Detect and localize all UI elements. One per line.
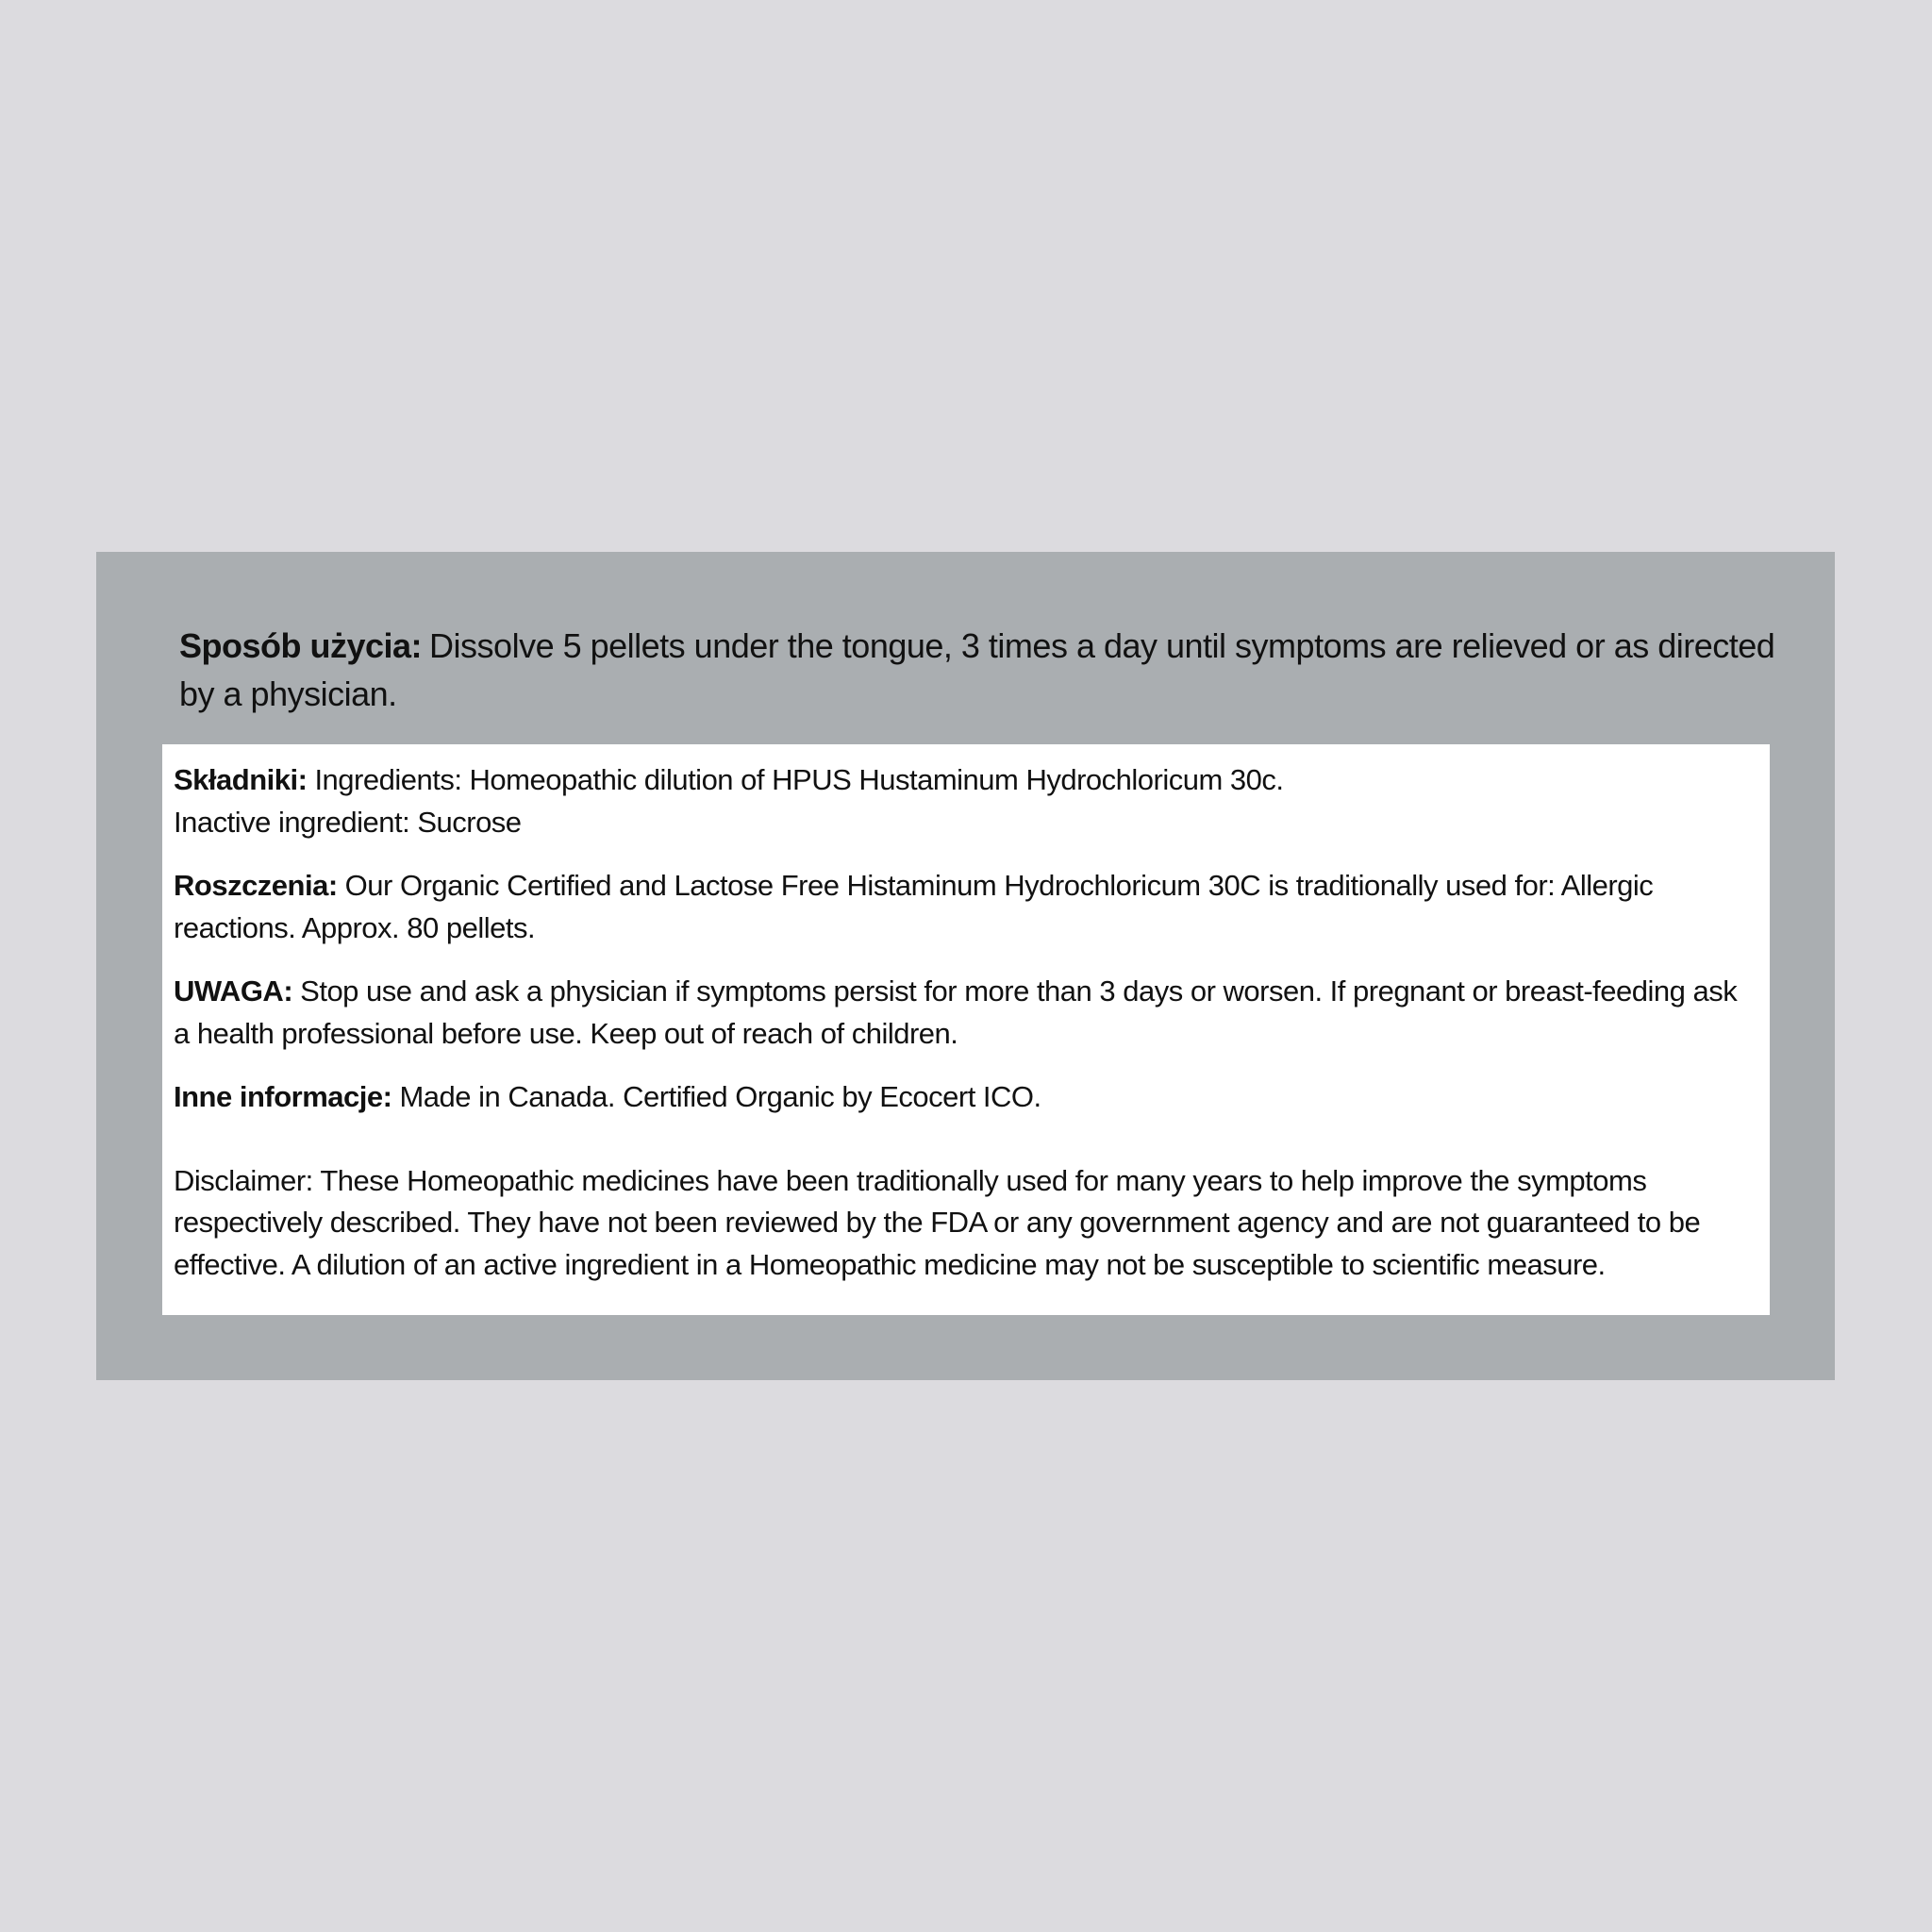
label-panel: [96, 552, 1835, 1380]
disclaimer-text: Disclaimer: These Homeopathic medicines have been traditionally used for many years to help improve the symptoms respectively described. They have not been reviewed by the FDA or any government agency and are not guaranteed to be effective. A dilution of an active ingredient in a Homeopathic medicine may not be susceptible to scientific measure.: [174, 1163, 1701, 1281]
ingredients-text: Ingredients: Homeopathic dilution of HPUS Hustaminum Hydrochloricum 30c.: [314, 763, 1284, 796]
other-info-label: Inne informacje:: [174, 1080, 392, 1113]
warning-text: Stop use and ask a physician if symptoms persist for more than 3 days or worsen. If pregnant or breast-feeding ask a health professional before use. Keep out of reach of children.: [174, 974, 1738, 1050]
warning-section: [174, 971, 1753, 1055]
ingredients-section: [174, 759, 1753, 843]
other-info-section: [174, 1076, 1753, 1119]
usage-text: Dissolve 5 pellets under the tongue, 3 times a day until symptoms are relieved or as directed by a physician.: [179, 626, 1775, 713]
info-box: [162, 744, 1770, 1315]
inactive-ingredient-text: Inactive ingredient: Sucrose: [174, 805, 522, 839]
warning-label: UWAGA:: [174, 974, 293, 1008]
claims-text: Our Organic Certified and Lactose Free Histaminum Hydrochloricum 30C is traditionally used for: Allergic reactions. Approx. 80 pellets.: [174, 869, 1654, 944]
claims-label: Roszczenia:: [174, 869, 338, 902]
usage-label: Sposób użycia:: [179, 626, 423, 665]
ingredients-label: Składniki:: [174, 763, 308, 796]
disclaimer-section: [174, 1160, 1753, 1287]
other-info-text: Made in Canada. Certified Organic by Ecocert ICO.: [399, 1080, 1041, 1113]
usage-section: [179, 622, 1783, 718]
claims-section: [174, 865, 1753, 949]
